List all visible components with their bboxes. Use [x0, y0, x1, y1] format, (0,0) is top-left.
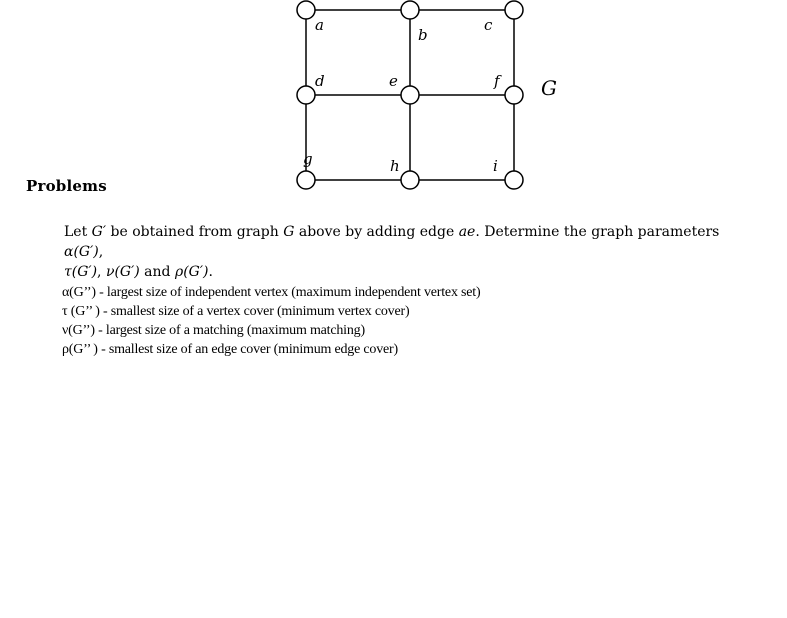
vertex-g [297, 171, 315, 189]
vertex-label-e: e [389, 72, 398, 90]
math-nu: ν(G′) [105, 264, 140, 280]
problem-text: . Determine the graph parameters [475, 224, 720, 240]
problem-text: above by adding edge [294, 224, 459, 240]
math-g-prime: G′ [91, 224, 107, 240]
problem-text: , [97, 264, 106, 280]
definition-rho: ρ(G’’ ) - smallest size of an edge cover (minimum edge cover) [62, 342, 398, 357]
graph-name-label: G [541, 76, 557, 100]
vertex-h [401, 171, 419, 189]
vertex-label-a: a [315, 16, 324, 34]
vertex-label-h: h [390, 157, 400, 175]
vertex-d [297, 86, 315, 104]
vertex-label-f: f [494, 72, 500, 90]
vertex-i [505, 171, 523, 189]
problem-text: be obtained from graph [106, 224, 284, 240]
definitions-list [62, 283, 480, 359]
vertex-a [297, 1, 315, 19]
definition-tau: τ (G’’ ) - smallest size of a vertex cover (minimum vertex cover) [62, 304, 410, 319]
problems-heading: Problems [26, 177, 107, 195]
math-edge-ae: ae [458, 224, 476, 240]
vertex-b [401, 1, 419, 19]
vertex-label-d: d [315, 72, 325, 90]
definition-nu: ν(G’’) - largest size of a matching (maximum matching) [62, 323, 365, 338]
vertex-label-i: i [493, 157, 498, 175]
math-rho: ρ(G′) [174, 264, 209, 280]
vertex-label-b: b [418, 26, 428, 44]
math-alpha: α(G′) [64, 244, 99, 260]
vertex-label-c: c [484, 16, 493, 34]
problem-text: and [139, 264, 175, 280]
vertex-e [401, 86, 419, 104]
vertex-f [505, 86, 523, 104]
problem-text: . [208, 264, 213, 280]
problem-text: Let [64, 224, 92, 240]
definition-alpha: α(G’’) - largest size of independent vertex (maximum independent vertex set) [62, 285, 481, 300]
math-g: G [283, 224, 295, 240]
problem-statement [64, 222, 754, 282]
math-tau: τ(G′) [64, 264, 98, 280]
vertex-c [505, 1, 523, 19]
problem-text: , [98, 244, 104, 260]
vertex-label-g: g [303, 150, 313, 168]
grid-graph-diagram [0, 0, 787, 200]
